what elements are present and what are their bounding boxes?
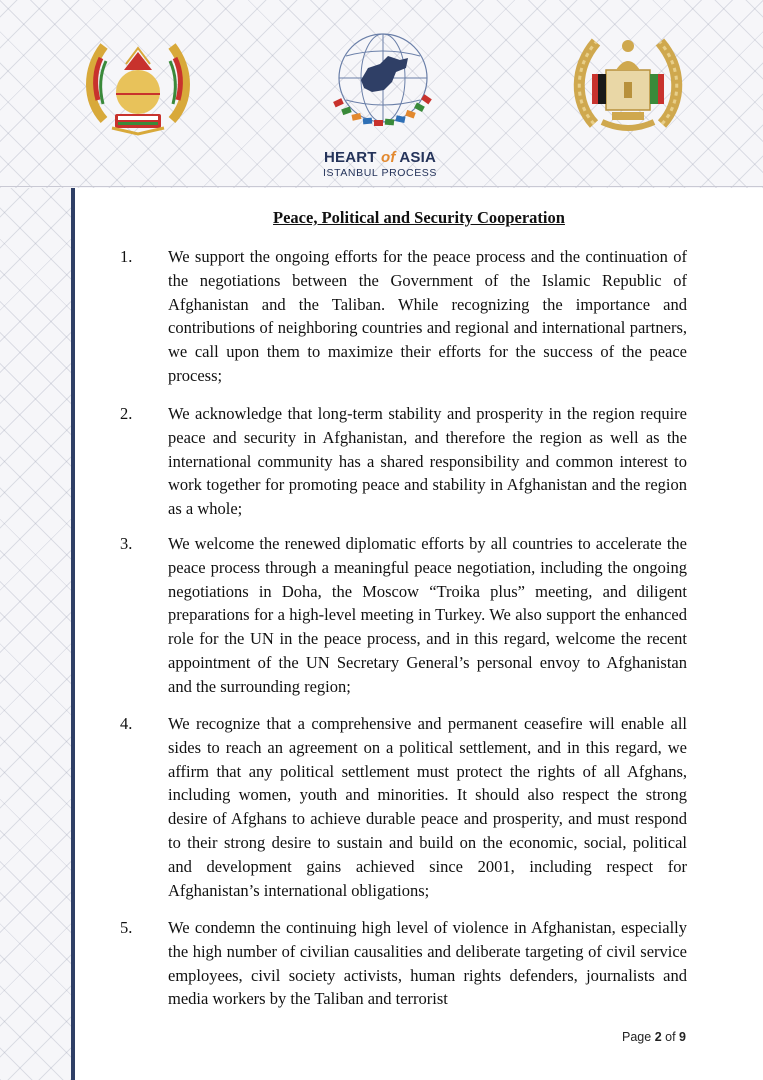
item-text: We condemn the continuing high level of violence in Afghanistan, especially the high number of civilian causalities and deliberate targeting of civil service employees, civil society activists, human rights defenders, journalists and media workers by the Taliban and terrorist: [168, 918, 687, 1009]
item-number: 4.: [120, 714, 133, 733]
tajikistan-emblem-icon: [82, 30, 194, 142]
sidebar-rule: [71, 188, 75, 1080]
logo-subtitle: ISTANBUL PROCESS: [322, 167, 438, 179]
item-text: We support the ongoing efforts for the peace process and the continuation of the negotiations between the Government of the Islamic Republic of Afghanistan and the Taliban. While recognizing the importance and contributions of neighboring countries and regional and international partners, we call upon them to maximize their efforts for the success of the peace process;: [168, 247, 687, 385]
item-text: We recognize that a comprehensive and permanent ceasefire will enable all sides to reach an agreement on a political settlement, and in this regard, we affirm that any political settlement must protect the rights of all Afghans, including women, youth and minorities. It should also respect the strong desire of Afghans to achieve durable peace and prosperity, and must respond to their strong desire to sustain and build on the economic, social, political and development gains achieved since 2001, including respect for Afghanistan’s international obligations;: [168, 714, 687, 900]
item-number: 3.: [120, 534, 133, 553]
afghanistan-emblem-icon: [572, 30, 684, 146]
item-number: 5.: [120, 918, 133, 937]
heart-of-asia-globe-icon: [328, 28, 438, 144]
decorative-sidebar: [0, 188, 71, 1080]
page-number: Page 2 of 9: [622, 1030, 686, 1044]
item-number: 2.: [120, 404, 133, 423]
item-text: We acknowledge that long-term stability and prosperity in the region require peace and security in Afghanistan, and therefore the region as well as the international community has a shared responsibility and common interest to work together for promoting peace and stability in Afghanistan and the region as a whole;: [168, 404, 687, 519]
letterhead-divider: [0, 186, 763, 187]
item-number: 1.: [120, 247, 133, 266]
item-text: We welcome the renewed diplomatic efforts by all countries to accelerate the peace process through a meaningful peace negotiation, including the ongoing negotiations in Doha, the Moscow “Troika plus” meeting, and diligent preparations for a high-level meeting in Turkey. We also support the enhanced role for the UN in the peace process, and in this regard, welcome the recent appointment of the UN Secretary General’s personal envoy to Afghanistan and the surrounding region;: [168, 534, 687, 696]
logo-name: HEART of ASIA: [323, 149, 437, 166]
section-heading: Peace, Political and Security Cooperation: [273, 208, 565, 227]
